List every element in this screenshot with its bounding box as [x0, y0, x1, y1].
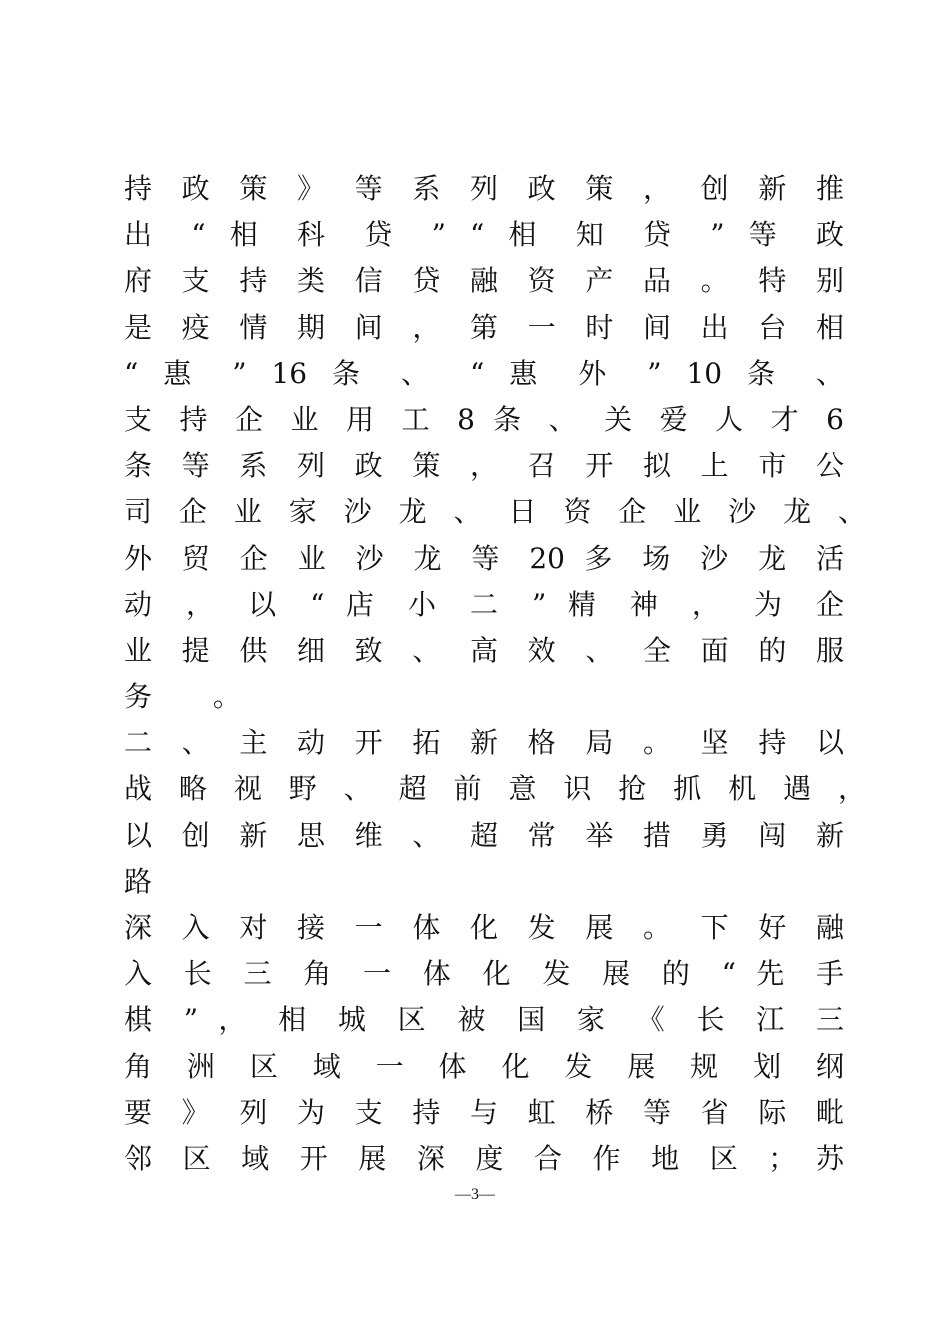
section-heading-line: 二 、 主 动 开 拓 新 格 局 。 坚 持 以 — [124, 726, 844, 760]
text-line: 入 长 三 角 一 体 化 发 展 的 “ 先 手 — [124, 957, 844, 991]
text-line: 持 政 策 》 等 系 列 政 策 ， 创 新 推 — [124, 172, 844, 205]
text-line: 是 疫 情 期 间 ， 第 一 时 间 出 台 相 — [124, 310, 844, 344]
page-number: —3— — [455, 1186, 495, 1203]
text-line: “ 惠 ” 16 条 、 “ 惠 外 ” 10 条 、 — [124, 356, 844, 390]
text-line: 要 》 列 为 支 持 与 虹 桥 等 省 际 毗 — [124, 1095, 844, 1129]
text-line: 条 等 系 列 政 策 ， 召 开 拟 上 市 公 — [124, 449, 844, 483]
text-line: 支 持 企 业 用 工 8 条 、 关 爱 人 才 6 — [124, 402, 844, 436]
text-line: 邻 区 域 开 展 深 度 合 作 地 区 ； 苏 — [124, 1141, 844, 1175]
text-line: 路 — [124, 864, 179, 898]
text-line: 务 。 — [124, 680, 267, 714]
text-line: 司 企 业 家 沙 龙 、 日 资 企 业 沙 龙 、 — [124, 495, 866, 529]
subheading-line: 深 入 对 接 一 体 化 发 展 。 下 好 融 — [124, 911, 844, 944]
text-line: 棋 ” ， 相 城 区 被 国 家 《 长 江 三 — [124, 1003, 844, 1037]
text-line: 外 贸 企 业 沙 龙 等 20 多 场 沙 龙 活 — [124, 541, 844, 575]
text-line: 出 “ 相 科 贷 ” “ 相 知 贷 ” 等 政 — [124, 218, 844, 252]
text-line: 以 创 新 思 维 、 超 常 举 措 勇 闯 新 — [124, 818, 844, 852]
text-line: 府 支 持 类 信 贷 融 资 产 品 。 特 别 — [124, 264, 844, 298]
text-line: 动 ， 以 “ 店 小 二 ” 精 神 ， 为 企 — [124, 587, 844, 621]
text-line: 战 略 视 野 、 超 前 意 识 抢 抓 机 遇 ， — [124, 772, 866, 806]
text-line: 业 提 供 细 致 、 高 效 、 全 面 的 服 — [124, 633, 844, 667]
body-text — [124, 166, 866, 1182]
text-line: 角 洲 区 域 一 体 化 发 展 规 划 纲 — [124, 1049, 844, 1083]
